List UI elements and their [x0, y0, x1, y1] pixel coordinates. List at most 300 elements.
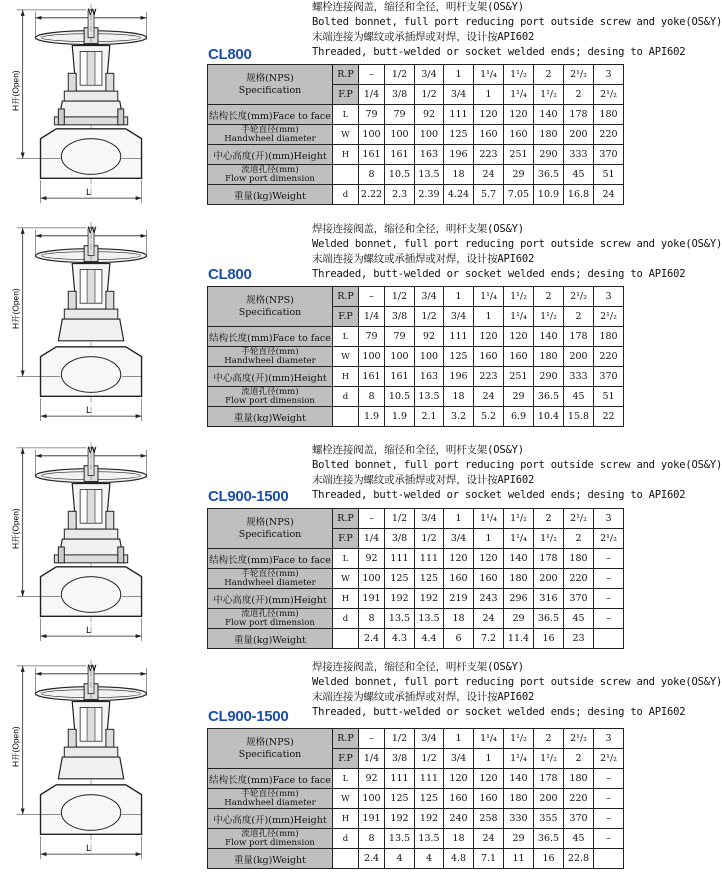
fp-size: 1¹/₄ [504, 307, 534, 327]
fp-size: 2¹/₂ [594, 749, 624, 769]
fp-size: 1/2 [415, 529, 444, 549]
table-cell: 92 [415, 327, 444, 347]
table-cell: 111 [415, 549, 444, 569]
table-cell: 223 [474, 367, 504, 387]
table-cell: 29 [504, 609, 534, 629]
pressure-class-label: CL800 [208, 46, 252, 63]
fp-size: 2¹/₂ [594, 307, 624, 327]
row-label-en: Handwheel diameter [224, 577, 316, 588]
fp-label: F.P [333, 85, 359, 105]
table-row [208, 549, 624, 569]
rp-size: 1¹/₂ [504, 509, 534, 529]
table-row [208, 387, 624, 407]
table-cell: 178 [564, 105, 594, 125]
table-cell: 219 [444, 589, 474, 609]
section-description [312, 222, 722, 282]
table-cell: 251 [504, 367, 534, 387]
table-cell: 4.4 [415, 629, 444, 649]
table-cell: 180 [534, 347, 564, 367]
row-label [208, 609, 333, 629]
table-cell: 29 [504, 387, 534, 407]
fp-size: 3/8 [385, 307, 415, 327]
table-cell: 220 [564, 569, 594, 589]
table-cell: 13.5 [385, 829, 415, 849]
row-key: L [333, 105, 359, 125]
table-cell: 2.1 [415, 407, 444, 427]
rp-size: 2¹/₂ [564, 729, 594, 749]
table-cell: 125 [444, 125, 474, 145]
table-cell: 140 [534, 327, 564, 347]
table-cell: 192 [415, 809, 444, 829]
table-cell: 18 [444, 609, 474, 629]
rp-size: 1¹/₄ [474, 509, 504, 529]
table-cell: 243 [474, 589, 504, 609]
table-cell: 140 [504, 549, 534, 569]
table-cell: 180 [594, 327, 624, 347]
table-cell [594, 629, 624, 649]
fp-size: 1 [474, 85, 504, 105]
fp-size: 1/2 [415, 85, 444, 105]
table-cell: 111 [444, 105, 474, 125]
row-label-en: Handwheel diameter [224, 133, 316, 144]
table-cell: 23 [564, 629, 594, 649]
table-cell: 36.5 [534, 829, 564, 849]
spec-header-cell [208, 509, 333, 549]
table-cell: 2.39 [415, 185, 444, 205]
fp-size: 1¹/₂ [534, 749, 564, 769]
spec-header-cell [208, 65, 333, 105]
description-line: 螺栓连接阀盖，缩径和全径，明杆支架(OS&Y) [312, 444, 524, 456]
table-row [208, 185, 624, 205]
description-line: 末端连接为螺纹或承插焊或对焊，设计按API602 [312, 474, 535, 486]
rp-size: 2 [534, 509, 564, 529]
table-cell: 1.9 [359, 407, 385, 427]
table-row [208, 629, 624, 649]
row-label: 结构长度(mm)Face to face [208, 327, 333, 347]
table-cell: 111 [385, 769, 415, 789]
fp-size: 1¹/₂ [534, 529, 564, 549]
table-cell: 161 [359, 367, 385, 387]
spec-header-cn: 规格(NPS) [246, 72, 294, 84]
row-label: 中心高度(开)(mm)Height [208, 145, 333, 165]
table-cell: 45 [564, 387, 594, 407]
table-cell: 8 [359, 165, 385, 185]
table-cell: 4.3 [385, 629, 415, 649]
table-cell: 163 [415, 145, 444, 165]
dim-l-label: L [86, 625, 92, 636]
rp-size: 3/4 [415, 287, 444, 307]
table-cell: 24 [474, 829, 504, 849]
row-label: 结构长度(mm)Face to face [208, 105, 333, 125]
table-row [208, 125, 624, 145]
fp-size: 2 [564, 307, 594, 327]
section-2 [0, 218, 722, 433]
dim-h-label: H开(Open) [10, 70, 21, 111]
table-cell: 160 [444, 789, 474, 809]
table-cell: 100 [415, 347, 444, 367]
row-label: 重量(kg)Weight [208, 849, 333, 869]
section-description [312, 443, 722, 503]
row-label: 中心高度(开)(mm)Height [208, 809, 333, 829]
section-3 [0, 438, 722, 653]
table-cell: 51 [594, 165, 624, 185]
fp-size: 2¹/₂ [594, 529, 624, 549]
row-key: H [333, 809, 359, 829]
table-cell: 100 [359, 569, 385, 589]
table-row [208, 789, 624, 809]
row-label-cn: 流道孔径(mm) [241, 164, 299, 175]
table-row [208, 589, 624, 609]
spec-header-en: Specification [238, 748, 302, 760]
row-label: 中心高度(开)(mm)Height [208, 367, 333, 387]
fp-size: 2 [564, 749, 594, 769]
table-cell: 79 [359, 105, 385, 125]
rp-size: 3/4 [415, 729, 444, 749]
row-key [333, 629, 359, 649]
fp-size: 2 [564, 529, 594, 549]
table-cell: 160 [504, 347, 534, 367]
row-label [208, 125, 333, 145]
row-key: L [333, 549, 359, 569]
row-key [333, 407, 359, 427]
description-line: Bolted bonnet, full port reducing port outside screw and yoke(OS&Y) [312, 459, 722, 471]
row-label [208, 347, 333, 367]
row-label-cn: 流道孔径(mm) [241, 608, 299, 619]
section-1 [0, 0, 722, 215]
table-cell: 140 [504, 769, 534, 789]
table-cell: 45 [564, 609, 594, 629]
table-cell: 200 [534, 789, 564, 809]
rp-size: 2 [534, 287, 564, 307]
table-cell: 180 [564, 769, 594, 789]
spec-header-en: Specification [238, 306, 302, 318]
table-cell: 4.24 [444, 185, 474, 205]
row-label-cn: 手轮直径(mm) [241, 568, 299, 579]
table-cell: 191 [359, 589, 385, 609]
row-label [208, 789, 333, 809]
table-cell: 220 [594, 347, 624, 367]
description-line: 末端连接为螺纹或承插焊或对焊，设计按API602 [312, 691, 535, 703]
table-cell: 140 [534, 105, 564, 125]
table-cell: 13.5 [385, 609, 415, 629]
valve-drawing [0, 656, 190, 866]
spec-header-cn: 规格(NPS) [246, 516, 294, 528]
table-cell: 18 [444, 165, 474, 185]
description-line: Welded bonnet, full port reducing port outside screw and yoke(OS&Y) [312, 238, 722, 250]
table-cell: 100 [385, 125, 415, 145]
description-line: Threaded, butt-welded or socket welded ends; desing to API602 [312, 46, 686, 58]
table-cell: 125 [415, 569, 444, 589]
rp-size: – [359, 287, 385, 307]
table-row [208, 327, 624, 347]
rp-size: – [359, 509, 385, 529]
table-cell: 160 [474, 125, 504, 145]
description-line: Threaded, butt-welded or socket welded ends; desing to API602 [312, 489, 686, 501]
table-cell: 100 [385, 347, 415, 367]
table-cell: 125 [385, 569, 415, 589]
rp-label: R.P [333, 287, 359, 307]
table-cell: 163 [415, 367, 444, 387]
valve-drawing [0, 0, 190, 210]
table-cell: 1.9 [385, 407, 415, 427]
rp-size: 1¹/₂ [504, 729, 534, 749]
row-key: H [333, 145, 359, 165]
table-cell: 192 [385, 589, 415, 609]
table-cell: 2.4 [359, 629, 385, 649]
table-cell: 7.05 [504, 185, 534, 205]
table-cell: 29 [504, 165, 534, 185]
table-cell: 10.5 [385, 165, 415, 185]
fp-size: 1/4 [359, 749, 385, 769]
row-label-en: Flow port dimension [225, 837, 315, 848]
rp-size: 1¹/₄ [474, 287, 504, 307]
table-row [208, 145, 624, 165]
table-cell: 178 [534, 549, 564, 569]
table-cell: 92 [359, 549, 385, 569]
table-cell: 10.9 [534, 185, 564, 205]
spec-table [207, 508, 624, 649]
fp-size: 1/2 [415, 749, 444, 769]
table-cell: 36.5 [534, 609, 564, 629]
section-4 [0, 656, 722, 871]
table-cell: 180 [564, 549, 594, 569]
table-cell: 200 [564, 125, 594, 145]
fp-size: 1¹/₄ [504, 85, 534, 105]
table-cell: 100 [359, 347, 385, 367]
table-row [208, 165, 624, 185]
spec-header-cn: 规格(NPS) [246, 736, 294, 748]
rp-size: 3 [594, 65, 624, 85]
table-cell: 5.7 [474, 185, 504, 205]
fp-size: 3/8 [385, 529, 415, 549]
table-cell: 180 [594, 105, 624, 125]
table-cell: 111 [385, 549, 415, 569]
table-cell: 220 [594, 125, 624, 145]
rp-size: – [359, 65, 385, 85]
row-label: 重量(kg)Weight [208, 629, 333, 649]
table-cell [594, 849, 624, 869]
table-cell: 24 [474, 609, 504, 629]
spec-header-cn: 规格(NPS) [246, 294, 294, 306]
valve-drawing [0, 218, 190, 428]
row-label [208, 829, 333, 849]
table-cell: 160 [474, 347, 504, 367]
row-key: W [333, 789, 359, 809]
table-cell: 178 [564, 327, 594, 347]
rp-size: 1/2 [385, 509, 415, 529]
header-row-rp [208, 287, 624, 307]
fp-size: 3/4 [444, 749, 474, 769]
fp-size: 1 [474, 307, 504, 327]
table-cell: 120 [504, 327, 534, 347]
rp-label: R.P [333, 509, 359, 529]
description-line: Threaded, butt-welded or socket welded ends; desing to API602 [312, 706, 686, 718]
table-cell: – [594, 589, 624, 609]
table-cell: 10.5 [385, 387, 415, 407]
fp-size: 1 [474, 749, 504, 769]
table-cell: 79 [385, 327, 415, 347]
table-cell: 4 [385, 849, 415, 869]
rp-size: 1/2 [385, 65, 415, 85]
table-cell: 13.5 [415, 165, 444, 185]
table-cell: 8 [359, 829, 385, 849]
table-cell: 7.2 [474, 629, 504, 649]
row-label: 中心高度(开)(mm)Height [208, 589, 333, 609]
table-cell: – [594, 609, 624, 629]
fp-size: 3/4 [444, 307, 474, 327]
table-cell: 79 [385, 105, 415, 125]
fp-size: 1¹/₄ [504, 749, 534, 769]
table-cell: 240 [444, 809, 474, 829]
dim-w-label: W [88, 224, 97, 235]
table-cell: 13.5 [415, 609, 444, 629]
table-cell: 125 [444, 347, 474, 367]
rp-size: 2 [534, 65, 564, 85]
table-cell: 120 [444, 549, 474, 569]
fp-size: 1 [474, 529, 504, 549]
table-cell: 4 [415, 849, 444, 869]
table-cell: 92 [359, 769, 385, 789]
dim-h-label: H开(Open) [10, 508, 21, 549]
row-key: d [333, 609, 359, 629]
fp-label: F.P [333, 307, 359, 327]
rp-size: 2¹/₂ [564, 509, 594, 529]
rp-size: 1/2 [385, 729, 415, 749]
spec-table [207, 64, 624, 205]
row-label [208, 387, 333, 407]
rp-size: 3 [594, 509, 624, 529]
section-description [312, 660, 722, 720]
table-cell: 192 [415, 589, 444, 609]
table-cell: 161 [385, 367, 415, 387]
spec-header-en: Specification [238, 84, 302, 96]
table-cell: 125 [385, 789, 415, 809]
row-label: 重量(kg)Weight [208, 185, 333, 205]
dim-l-label: L [86, 843, 92, 854]
table-cell: 125 [415, 789, 444, 809]
row-label: 重量(kg)Weight [208, 407, 333, 427]
row-label-en: Handwheel diameter [224, 355, 316, 366]
table-cell: 355 [534, 809, 564, 829]
table-cell: 160 [474, 569, 504, 589]
row-key: d [333, 185, 359, 205]
description-line: 末端连接为螺纹或承插焊或对焊，设计按API602 [312, 253, 535, 265]
table-cell: 180 [534, 125, 564, 145]
row-label-cn: 手轮直径(mm) [241, 788, 299, 799]
rp-size: 3/4 [415, 509, 444, 529]
table-row [208, 829, 624, 849]
row-label: 结构长度(mm)Face to face [208, 769, 333, 789]
rp-size: 3 [594, 287, 624, 307]
dim-w-label: W [88, 6, 97, 17]
table-cell: – [594, 549, 624, 569]
pressure-class-label: CL900-1500 [208, 488, 289, 505]
fp-size: 3/8 [385, 85, 415, 105]
table-cell: 11 [504, 849, 534, 869]
table-cell: 6 [444, 629, 474, 649]
table-cell: 11.4 [504, 629, 534, 649]
fp-size: 3/8 [385, 749, 415, 769]
table-cell: 370 [594, 145, 624, 165]
table-cell: 161 [359, 145, 385, 165]
table-cell: 192 [385, 809, 415, 829]
table-cell: 120 [504, 105, 534, 125]
table-cell: 5.2 [474, 407, 504, 427]
table-cell: 200 [534, 569, 564, 589]
dim-h-label: H开(Open) [10, 726, 21, 767]
rp-size: 1/2 [385, 287, 415, 307]
row-key: H [333, 367, 359, 387]
row-key [333, 165, 359, 185]
fp-size: 1¹/₄ [504, 529, 534, 549]
description-line: Bolted bonnet, full port reducing port outside screw and yoke(OS&Y) [312, 16, 722, 28]
row-key: L [333, 769, 359, 789]
table-cell: 191 [359, 809, 385, 829]
row-key: d [333, 387, 359, 407]
table-row [208, 849, 624, 869]
dim-l-label: L [86, 187, 92, 198]
table-cell: 13.5 [415, 829, 444, 849]
spec-header-en: Specification [238, 528, 302, 540]
fp-size: 1/4 [359, 307, 385, 327]
table-cell: 178 [534, 769, 564, 789]
row-key: W [333, 347, 359, 367]
rp-size: 1¹/₂ [504, 287, 534, 307]
pressure-class-label: CL800 [208, 266, 252, 283]
row-label-cn: 流道孔径(mm) [241, 386, 299, 397]
rp-size: 1 [444, 287, 474, 307]
table-cell: 161 [385, 145, 415, 165]
table-cell: 160 [474, 789, 504, 809]
table-cell: 36.5 [534, 165, 564, 185]
fp-label: F.P [333, 749, 359, 769]
rp-size: 3 [594, 729, 624, 749]
table-cell: 7.1 [474, 849, 504, 869]
row-label: 结构长度(mm)Face to face [208, 549, 333, 569]
table-cell: 370 [564, 809, 594, 829]
fp-size: 3/4 [444, 85, 474, 105]
row-key: W [333, 125, 359, 145]
dim-w-label: W [88, 662, 97, 673]
table-cell: – [594, 829, 624, 849]
dim-l-label: L [86, 405, 92, 416]
rp-size: 1 [444, 509, 474, 529]
table-cell: 16 [534, 629, 564, 649]
header-row-rp [208, 509, 624, 529]
table-cell: – [594, 769, 624, 789]
row-label [208, 165, 333, 185]
description-line: 螺栓连接阀盖，缩径和全径，明杆支架(OS&Y) [312, 1, 524, 13]
table-cell: 22 [594, 407, 624, 427]
row-label [208, 569, 333, 589]
table-cell: 180 [504, 789, 534, 809]
rp-size: 2 [534, 729, 564, 749]
row-label-en: Handwheel diameter [224, 797, 316, 808]
fp-label: F.P [333, 529, 359, 549]
table-cell: 6.9 [504, 407, 534, 427]
table-cell: – [594, 789, 624, 809]
row-key: L [333, 327, 359, 347]
row-label-cn: 流道孔径(mm) [241, 828, 299, 839]
table-row [208, 569, 624, 589]
row-label-en: Flow port dimension [225, 173, 315, 184]
table-cell: 160 [504, 125, 534, 145]
description-line: 焊接连接阀盖，缩径和全径，明杆支架(OS&Y) [312, 661, 524, 673]
table-cell: 223 [474, 145, 504, 165]
table-cell: 200 [564, 347, 594, 367]
table-cell: 196 [444, 145, 474, 165]
table-cell: 92 [415, 105, 444, 125]
